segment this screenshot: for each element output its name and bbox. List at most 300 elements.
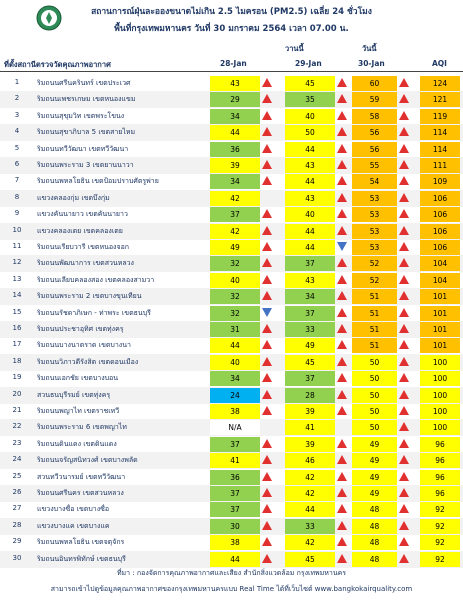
pm25-28jan: 29 (210, 92, 260, 107)
pm25-30jan: 49 (352, 486, 397, 501)
table-row (0, 387, 463, 404)
trend-up-icon (399, 439, 409, 448)
pm25-29jan: 40 (285, 207, 335, 222)
trend-up-icon (399, 111, 409, 120)
trend-up-icon (337, 373, 347, 382)
pm25-28jan: 34 (210, 109, 260, 124)
pm25-30jan: 56 (352, 125, 397, 140)
pm25-29jan: 43 (285, 273, 335, 288)
trend-up-icon (337, 521, 347, 530)
aqi-value: 92 (420, 552, 460, 567)
row-number: 5 (14, 143, 20, 152)
table-row (0, 534, 463, 551)
table-row (0, 255, 463, 272)
pm25-30jan: 59 (352, 92, 397, 107)
pm25-28jan: 37 (210, 207, 260, 222)
pm25-29jan: 43 (285, 191, 335, 206)
row-number: 18 (12, 356, 22, 365)
aqi-value: 106 (420, 207, 460, 222)
station-name: ริมถนนพระราม 3 เขตยานนาวา (37, 161, 134, 169)
trend-up-icon (337, 291, 347, 300)
row-number: 19 (12, 373, 22, 382)
pm25-28jan: 41 (210, 453, 260, 468)
trend-up-icon (399, 373, 409, 382)
aqi-value: 96 (420, 470, 460, 485)
pm25-30jan: 49 (352, 470, 397, 485)
trend-up-icon (337, 455, 347, 464)
row-number: 22 (12, 422, 22, 431)
station-name: ริมถนนรัชดาภิเษก - ท่าพระ เขตธนบุรี (37, 308, 151, 317)
pm25-29jan: 42 (285, 486, 335, 501)
day-group-labels (0, 43, 463, 55)
row-number: 28 (12, 520, 22, 529)
pm25-29jan: 44 (285, 174, 335, 189)
station-name: ริมถนนศรีนครินทร์ เขตประเวศ (37, 79, 131, 87)
pm25-29jan: 44 (285, 142, 335, 157)
trend-up-icon (262, 439, 272, 448)
pm25-30jan: 49 (352, 453, 397, 468)
col-date-2: 29-Jan (295, 59, 322, 68)
pm25-28jan: 37 (210, 502, 260, 517)
trend-up-icon (337, 537, 347, 546)
table-row (0, 223, 463, 240)
pm25-28jan: 39 (210, 158, 260, 173)
aqi-value: 106 (420, 240, 460, 255)
pm25-30jan: 53 (352, 207, 397, 222)
station-name: ริมถนนพระราม 2 เขตบางขุนเทียน (37, 292, 142, 301)
pm25-28jan: 32 (210, 289, 260, 304)
pm25-30jan: 54 (352, 174, 397, 189)
trend-up-icon (399, 176, 409, 185)
pm25-30jan: 60 (352, 76, 397, 91)
trend-up-icon (399, 324, 409, 333)
trend-up-icon (399, 537, 409, 546)
row-number: 26 (12, 488, 22, 496)
trend-up-icon (337, 193, 347, 202)
trend-up-icon (262, 226, 272, 235)
table-row (0, 173, 463, 190)
aqi-value: 100 (420, 388, 460, 403)
station-name: ริมถนนดินแดง เขตดินแดง (37, 439, 117, 448)
trend-up-icon (262, 554, 272, 563)
table-row (0, 485, 463, 502)
pm25-28jan: 32 (210, 256, 260, 271)
table-row (0, 354, 463, 371)
table-row (0, 551, 463, 568)
pm25-28jan: 44 (210, 552, 260, 567)
station-name: ริมถนนศรีนคร เขตสวนหลวง (37, 489, 124, 497)
trend-down-icon (337, 242, 347, 251)
table-row (0, 75, 463, 92)
trend-up-icon (262, 324, 272, 333)
trend-up-icon (262, 357, 272, 366)
trend-up-icon (262, 340, 272, 349)
station-name: แขวงบางแค เขตบางแค (37, 521, 110, 530)
trend-up-icon (337, 209, 347, 218)
pm25-28jan: 31 (210, 322, 260, 337)
pm25-30jan: 50 (352, 371, 397, 386)
trend-up-icon (337, 94, 347, 103)
aqi-value: 104 (420, 256, 460, 271)
trend-up-icon (399, 94, 409, 103)
aqi-value: 121 (420, 92, 460, 107)
trend-up-icon (337, 258, 347, 267)
row-number: 10 (12, 225, 22, 234)
table-row (0, 403, 463, 420)
report-title: สถานการณ์ฝุ่นละอองขนาดไม่เกิน 2.5 ไมครอน (PM2.5) เฉลี่ย 24 ชั่วโมง (91, 7, 372, 17)
station-name: ริมถนนเพชรเกษม เขตหนองแขม (37, 95, 136, 104)
pm25-28jan: 40 (210, 355, 260, 370)
aqi-value: 96 (420, 453, 460, 468)
trend-up-icon (399, 422, 409, 431)
trend-up-icon (337, 504, 347, 513)
pm25-29jan: 37 (285, 256, 335, 271)
row-number: 12 (12, 258, 22, 267)
pm25-30jan: 58 (352, 109, 397, 124)
table-row (0, 108, 463, 125)
trend-up-icon (399, 406, 409, 415)
table-row (0, 288, 463, 305)
aqi-value: 101 (420, 322, 460, 337)
trend-up-icon (337, 439, 347, 448)
station-name: ริมถนนเลียบคลองสอง เขตคลองสามวา (37, 275, 155, 284)
today-label: วันนี้ (362, 44, 377, 53)
aqi-value: 124 (420, 76, 460, 91)
aqi-value: 114 (420, 125, 460, 140)
aqi-value: 104 (420, 273, 460, 288)
station-name: ริมถนนพระราม 6 เขตพญาไท (37, 423, 127, 432)
trend-down-icon (262, 308, 272, 317)
table-row (0, 239, 463, 256)
row-number: 23 (12, 438, 22, 447)
trend-up-icon (337, 226, 347, 235)
pm25-29jan: 28 (285, 388, 335, 403)
trend-up-icon (337, 324, 347, 333)
pm25-28jan: 37 (210, 486, 260, 501)
pm25-29jan: 33 (285, 322, 335, 337)
pm25-28jan: 32 (210, 306, 260, 321)
aqi-value: 109 (420, 174, 460, 189)
pm25-29jan: 49 (285, 338, 335, 353)
trend-up-icon (399, 160, 409, 169)
pm25-29jan: 44 (285, 502, 335, 517)
trend-up-icon (399, 291, 409, 300)
pm25-29jan: 45 (285, 552, 335, 567)
trend-up-icon (337, 275, 347, 284)
aqi-value: 92 (420, 519, 460, 534)
trend-up-icon (262, 258, 272, 267)
row-number: 15 (12, 307, 22, 316)
station-name: ริมถนนเอกชัย เขตบางบอน (37, 374, 119, 383)
station-name: ริมถนนพญาไท เขตราชเทวี (37, 407, 120, 415)
pm25-28jan: 49 (210, 240, 260, 255)
trend-up-icon (399, 340, 409, 349)
trend-up-icon (399, 455, 409, 464)
trend-up-icon (399, 472, 409, 481)
trend-up-icon (399, 554, 409, 563)
pm25-30jan: 51 (352, 289, 397, 304)
table-row (0, 141, 463, 158)
station-name: ริมถนนสุขาภิบาล 5 เขตสายไหม (37, 128, 136, 137)
pm25-30jan: 53 (352, 224, 397, 239)
pm25-28jan: 40 (210, 273, 260, 288)
pm25-30jan: 48 (352, 502, 397, 517)
pm25-28jan: 42 (210, 224, 260, 239)
table-row (0, 321, 463, 338)
trend-up-icon (399, 357, 409, 366)
aqi-value: 101 (420, 338, 460, 353)
trend-up-icon (262, 504, 272, 513)
pm25-30jan: 51 (352, 306, 397, 321)
trend-up-icon (337, 127, 347, 136)
trend-up-icon (262, 390, 272, 399)
pm25-30jan: 50 (352, 420, 397, 435)
row-number: 11 (12, 242, 22, 250)
pm25-28jan: 43 (210, 76, 260, 91)
table-header (0, 58, 463, 72)
aqi-value: 100 (420, 420, 460, 435)
trend-up-icon (399, 504, 409, 513)
trend-up-icon (399, 258, 409, 267)
trend-up-icon (337, 554, 347, 563)
pm25-28jan: 44 (210, 338, 260, 353)
trend-up-icon (337, 111, 347, 120)
pm25-28jan: 36 (210, 142, 260, 157)
pm25-30jan: 53 (352, 240, 397, 255)
report-header (0, 0, 463, 40)
table-row (0, 206, 463, 223)
pm25-30jan: 51 (352, 322, 397, 337)
pm25-29jan: 45 (285, 76, 335, 91)
row-number: 2 (14, 94, 20, 103)
station-name: แขวงบางซื่อ เขตบางซื่อ (37, 505, 110, 514)
pm25-29jan: 50 (285, 125, 335, 140)
pm25-29jan: 37 (285, 306, 335, 321)
trend-up-icon (262, 291, 272, 300)
trend-up-icon (262, 242, 272, 251)
table-row (0, 501, 463, 518)
table-row (0, 469, 463, 486)
pm25-30jan: 48 (352, 552, 397, 567)
station-name: ริมถนนสุขุมวิท เขตพระโขนง (37, 111, 125, 120)
pm25-29jan: 37 (285, 371, 335, 386)
station-name: ริมถนนวิภาวดีรังสิต เขตดอนเมือง (37, 357, 139, 366)
trend-up-icon (337, 357, 347, 366)
pm25-28jan: 37 (210, 437, 260, 452)
station-name: แขวงคลองกุ่ม เขตบึงกุ่ม (37, 193, 110, 202)
row-number: 21 (12, 406, 22, 414)
row-number: 25 (12, 471, 22, 480)
pm25-28jan: N/A (210, 420, 260, 435)
aqi-value: 92 (420, 535, 460, 550)
aqi-value: 100 (420, 371, 460, 386)
trend-up-icon (262, 111, 272, 120)
table-row (0, 124, 463, 141)
station-name: สวนทวีวนารมย์ เขตทวีวัฒนา (37, 472, 126, 481)
pm25-30jan: 52 (352, 256, 397, 271)
pm25-29jan: 41 (285, 420, 335, 435)
trend-up-icon (399, 127, 409, 136)
trend-up-icon (262, 144, 272, 153)
row-number: 9 (14, 209, 20, 218)
row-number: 8 (14, 192, 20, 201)
aqi-value: 114 (420, 142, 460, 157)
pm25-28jan: 24 (210, 388, 260, 403)
row-number: 6 (14, 160, 20, 168)
aqi-value: 96 (420, 486, 460, 501)
trend-up-icon (399, 193, 409, 202)
table-row (0, 419, 463, 436)
trend-up-icon (337, 390, 347, 399)
trend-up-icon (262, 521, 272, 530)
pm25-28jan: 38 (210, 404, 260, 419)
station-name: ริมถนนทวีวัฒนา เขตทวีวัฒนา (37, 144, 129, 153)
pm25-28jan: 34 (210, 371, 260, 386)
col-aqi: AQI (432, 59, 447, 68)
aqi-value: 106 (420, 224, 460, 239)
trend-up-icon (337, 406, 347, 415)
trend-up-icon (337, 144, 347, 153)
table-row (0, 436, 463, 453)
trend-up-icon (262, 455, 272, 464)
pm25-29jan: 44 (285, 240, 335, 255)
trend-up-icon (262, 176, 272, 185)
pm25-29jan: 44 (285, 224, 335, 239)
trend-up-icon (262, 160, 272, 169)
aqi-value: 92 (420, 502, 460, 517)
row-number: 3 (14, 110, 20, 119)
yesterday-label: วานนี้ (285, 44, 304, 53)
website-note: สามารถเข้าไปดูข้อมูลคุณภาพอากาศของกรุงเทพมหานครแบบ Real Time ได้ที่เว็บไซต์ www.bangkokairquality.com (50, 585, 413, 593)
station-name: ริมถนนพหลโยธิน เขตป้อมปราบศัตรูพ่าย (37, 177, 159, 186)
col-date-1: 28-Jan (220, 59, 247, 68)
pm25-30jan: 55 (352, 158, 397, 173)
trend-up-icon (337, 340, 347, 349)
trend-up-icon (399, 390, 409, 399)
aqi-value: 119 (420, 109, 460, 124)
trend-up-icon (399, 209, 409, 218)
aqi-value: 100 (420, 355, 460, 370)
trend-up-icon (399, 242, 409, 251)
row-number: 4 (14, 127, 20, 136)
aqi-value: 106 (420, 191, 460, 206)
trend-up-icon (399, 226, 409, 235)
row-number: 13 (12, 274, 22, 283)
trend-up-icon (399, 521, 409, 530)
trend-up-icon (337, 488, 347, 497)
pm25-30jan: 48 (352, 519, 397, 534)
table-row (0, 190, 463, 207)
table-row (0, 518, 463, 535)
row-number: 7 (14, 176, 20, 185)
trend-up-icon (262, 127, 272, 136)
pm25-30jan: 50 (352, 388, 397, 403)
trend-up-icon (262, 537, 272, 546)
pm25-30jan: 49 (352, 437, 397, 452)
trend-up-icon (399, 308, 409, 317)
pm25-29jan: 42 (285, 470, 335, 485)
trend-up-icon (337, 78, 347, 87)
source-note: ที่มา : กองจัดการคุณภาพอากาศและเสียง สำนักสิ่งแวดล้อม กรุงเทพมหานคร (116, 569, 347, 577)
pm25-28jan: 34 (210, 174, 260, 189)
aqi-value: 100 (420, 404, 460, 419)
col-station: ที่ตั้งสถานีตรวจวัดคุณภาพอากาศ (4, 60, 111, 69)
col-date-3: 30-Jan (358, 59, 385, 68)
station-name: ริมถนนบางนาตราด เขตบางนา (37, 341, 131, 350)
trend-up-icon (262, 406, 272, 415)
station-name: แขวงคลองเตย เขตคลองเตย (37, 226, 123, 235)
trend-up-icon (337, 160, 347, 169)
trend-up-icon (262, 373, 272, 382)
table-row (0, 452, 463, 469)
trend-up-icon (399, 78, 409, 87)
pm25-28jan: 36 (210, 470, 260, 485)
table-row (0, 157, 463, 174)
station-name: ริมถนนพหลโยธิน เขตจตุจักร (37, 538, 125, 547)
pm25-30jan: 56 (352, 142, 397, 157)
trend-up-icon (262, 209, 272, 218)
station-name: ริมถนนประชาอุทิศ เขตทุ่งครุ (37, 325, 124, 333)
table-row (0, 370, 463, 387)
station-name: ริมถนนพัฒนาการ เขตสวนหลวง (37, 259, 134, 268)
pm25-29jan: 33 (285, 519, 335, 534)
pm25-30jan: 48 (352, 535, 397, 550)
trend-up-icon (262, 275, 272, 284)
row-number: 1 (14, 78, 20, 86)
row-number: 27 (12, 504, 22, 513)
table-row (0, 337, 463, 354)
row-number: 17 (12, 340, 22, 349)
trend-up-icon (262, 94, 272, 103)
station-name: แขวงคันนายาว เขตคันนายาว (37, 210, 128, 219)
pm25-29jan: 40 (285, 109, 335, 124)
station-name: ริมถนนอินทรพิทักษ์ เขตธนบุรี (37, 554, 126, 563)
pm25-28jan: 42 (210, 191, 260, 206)
trend-up-icon (337, 472, 347, 481)
pm25-29jan: 42 (285, 535, 335, 550)
aqi-value: 101 (420, 306, 460, 321)
row-number: 16 (12, 324, 22, 332)
trend-up-icon (337, 308, 347, 317)
aqi-value: 101 (420, 289, 460, 304)
pm25-28jan: 44 (210, 125, 260, 140)
pm25-30jan: 53 (352, 191, 397, 206)
pm25-30jan: 52 (352, 273, 397, 288)
pm25-29jan: 39 (285, 404, 335, 419)
pm25-29jan: 39 (285, 437, 335, 452)
row-number: 20 (12, 389, 22, 398)
trend-up-icon (262, 472, 272, 481)
row-number: 14 (12, 291, 22, 300)
pm25-30jan: 50 (352, 355, 397, 370)
station-name: สวนธนบุรีรมย์ เขตทุ่งครุ (37, 390, 111, 399)
trend-up-icon (262, 78, 272, 87)
row-number: 30 (12, 553, 22, 562)
pm25-28jan: 30 (210, 519, 260, 534)
pm25-29jan: 35 (285, 92, 335, 107)
pm25-29jan: 45 (285, 355, 335, 370)
station-name: ริมถนนจรัญสนิทวงศ์ เขตบางพลัด (37, 456, 138, 465)
table-row (0, 305, 463, 322)
pm25-29jan: 46 (285, 453, 335, 468)
aqi-value: 96 (420, 437, 460, 452)
table-row (0, 272, 463, 289)
trend-up-icon (262, 488, 272, 497)
trend-up-icon (399, 144, 409, 153)
station-name: ริมถนนเรียบวารี เขตหนองจอก (37, 243, 130, 251)
pm25-29jan: 34 (285, 289, 335, 304)
row-number: 24 (12, 455, 22, 464)
